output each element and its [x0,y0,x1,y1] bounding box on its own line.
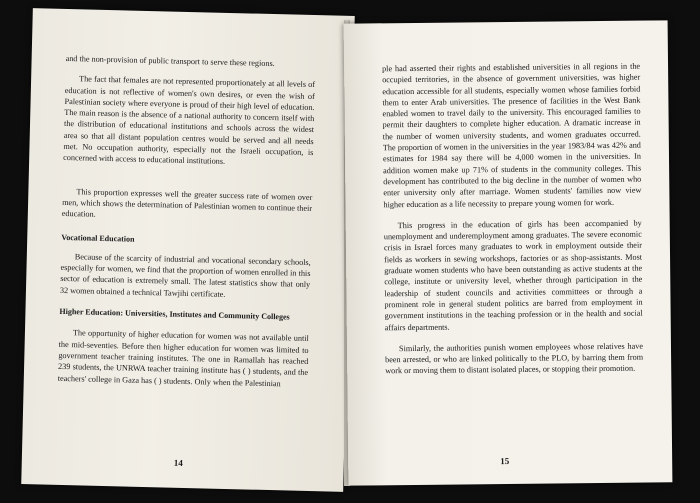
right-paragraph-2: This progress in the education of girls has been accompanied by unemployment and underemployment among graduates. The severe economic crisis in Israel forces many graduates to work in employment outside their fields as workers in sewing workshops, factories or as shop-assistants. Most graduate women students who have been outstanding as active students at the college, institute or university level, whether through participation in the leadership of student councils and activities committees or through a prominent role in general student politics are barred from employment in government institutions in the teaching profession or in the health and social affairs departments. [383,218,643,332]
right-paragraph-1: ple had asserted their rights and established universities in all regions in the occupied territories, in the absence of government universities, was higher education accessible for all students, especially women whose families forbid them to enter Arab universities. The presence of facilities in the West Bank enabled women to travel daily to the university. This encouraged families to permit their daughters to complete higher education. A dramatic increase in the number of women university students, and women graduates occurred. The proportion of women in the universities in the year 1983/84 was 42% and estimates for 1984 say there will be 4,000 women in the universities. In addition women make up 71% of students in the community colleges. This development has contributed to the big decline in the number of women who enter university only after marriage. Women students' families now view higher education as a life necessity to prepare young women for work. [382,61,642,209]
right-page-text [382,61,643,377]
left-paragraph-3: This proportion expresses well the greater success rate of women over men, which shows the determination of Palestinian women to continue their education. [61,186,313,219]
left-paragraph-1: and the non-provision of public transport to serve these regions. [65,53,275,69]
right-page [344,20,673,485]
left-page-text [58,53,316,390]
left-paragraph-5: The opportunity of higher education for women was not available until the mid-seventies. Before then higher education for women was limited to government teacher training institutes. The one in Ramallah has reached 239 students, the UNRWA teacher training institute has ( ) students, and the teachers' college in Gaza has ( ) students. Only when the Palestinian [57,328,309,388]
heading-vocational-education: Vocational Education [61,232,135,244]
left-paragraph-4: Because of the scarcity of industrial and vocational secondary schools, especially for women, we find that the proportion of women enrolled in this sector of education is extremely small. The latest statistics show that only 32 women obtained a technical Tawjihi certificate. [59,252,311,299]
left-paragraph-2: The fact that females are not represented proportionately at all levels of education is not reflective of women's own desires, or even the wish of Palestinian society where everyone is proud of their high level of education. The main reason is the absence of a national authority to concern itself with the distribution of educational institutions and schools across the widest area so that all distant population centres would be served and all needs met. No occupation authority, especially not the Israeli occupation, is concerned with access to educational institutions. [63,74,316,167]
page-number-right: 15 [500,455,510,467]
page-number-left: 14 [173,457,183,468]
right-paragraph-3: Similarly, the authorities punish women employees whose relatives have been arrested, or who are linked politically to the PLO, by barring them from work or moving them to distant isolated places, or stopping their promotion. [385,341,644,376]
heading-higher-education: Higher Education: Universities, Institutes and Community Colleges [59,306,290,322]
left-page [21,8,355,492]
